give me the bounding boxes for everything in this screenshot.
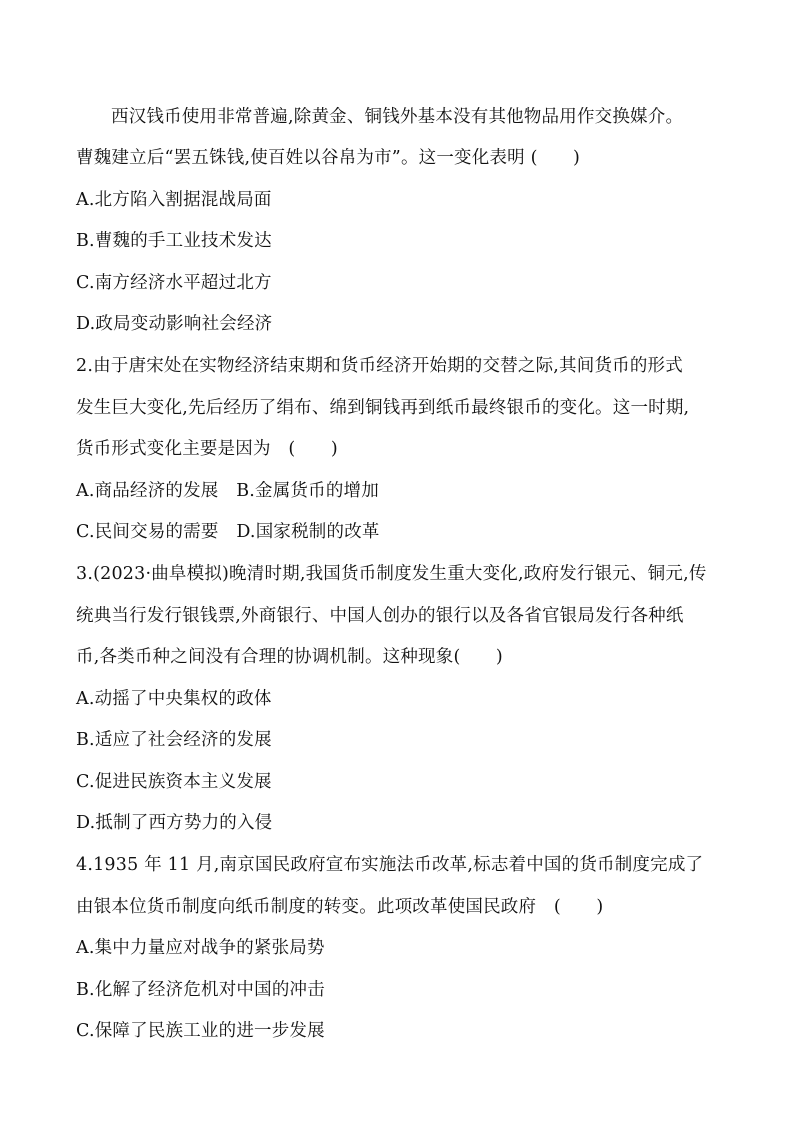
q2-stem-line-2: 发生巨大变化,先后经历了绢布、绵到铜钱再到纸币最终银币的变化。这一时期, bbox=[76, 398, 690, 418]
q1-option-b: B.曹魏的手工业技术发达 bbox=[76, 231, 272, 251]
q1-option-a: A.北方陷入割据混战局面 bbox=[76, 190, 272, 210]
q4-option-c: C.保障了民族工业的进一步发展 bbox=[76, 1021, 325, 1041]
q1-stem-line-1: 西汉钱币使用非常普遍,除黄金、铜钱外基本没有其他物品用作交换媒介。 bbox=[111, 107, 684, 127]
q3-option-d: D.抵制了西方势力的入侵 bbox=[76, 813, 273, 833]
q4-stem-line-2: 由银本位货币制度向纸币制度的转变。此项改革使国民政府 ( ) bbox=[76, 897, 604, 917]
q3-option-c: C.促进民族资本主义发展 bbox=[76, 772, 272, 792]
q1-stem-line-2: 曹魏建立后“罢五铢钱,使百姓以谷帛为市”。这一变化表明 ( ) bbox=[76, 148, 581, 168]
q4-option-b: B.化解了经济危机对中国的冲击 bbox=[76, 980, 325, 1000]
q2-options-ab: A.商品经济的发展 B.金属货币的增加 bbox=[76, 481, 379, 501]
q4-option-a: A.集中力量应对战争的紧张局势 bbox=[76, 938, 325, 958]
q2-stem-line-3: 货币形式变化主要是因为 ( ) bbox=[76, 439, 338, 459]
q3-option-a: A.动摇了中央集权的政体 bbox=[76, 689, 272, 709]
q3-stem-line-1: 3.(2023·曲阜模拟)晚清时期,我国货币制度发生重大变化,政府发行银元、铜元,传 bbox=[76, 564, 707, 584]
q3-option-b: B.适应了社会经济的发展 bbox=[76, 730, 272, 750]
q3-stem-line-3: 币,各类币种之间没有合理的协调机制。这种现象( ) bbox=[76, 647, 503, 667]
q2-options-cd: C.民间交易的需要 D.国家税制的改革 bbox=[76, 522, 380, 542]
q4-stem-line-1: 4.1935 年 11 月,南京国民政府宣布实施法币改革,标志着中国的货币制度完成了 bbox=[76, 855, 704, 875]
q1-option-c: C.南方经济水平超过北方 bbox=[76, 273, 272, 293]
q2-stem-line-1: 2.由于唐宋处在实物经济结束期和货币经济开始期的交替之际,其间货币的形式 bbox=[76, 356, 683, 376]
q1-option-d: D.政局变动影响社会经济 bbox=[76, 314, 273, 334]
q3-stem-line-2: 统典当行发行银钱票,外商银行、中国人创办的银行以及各省官银局发行各种纸 bbox=[76, 606, 684, 626]
